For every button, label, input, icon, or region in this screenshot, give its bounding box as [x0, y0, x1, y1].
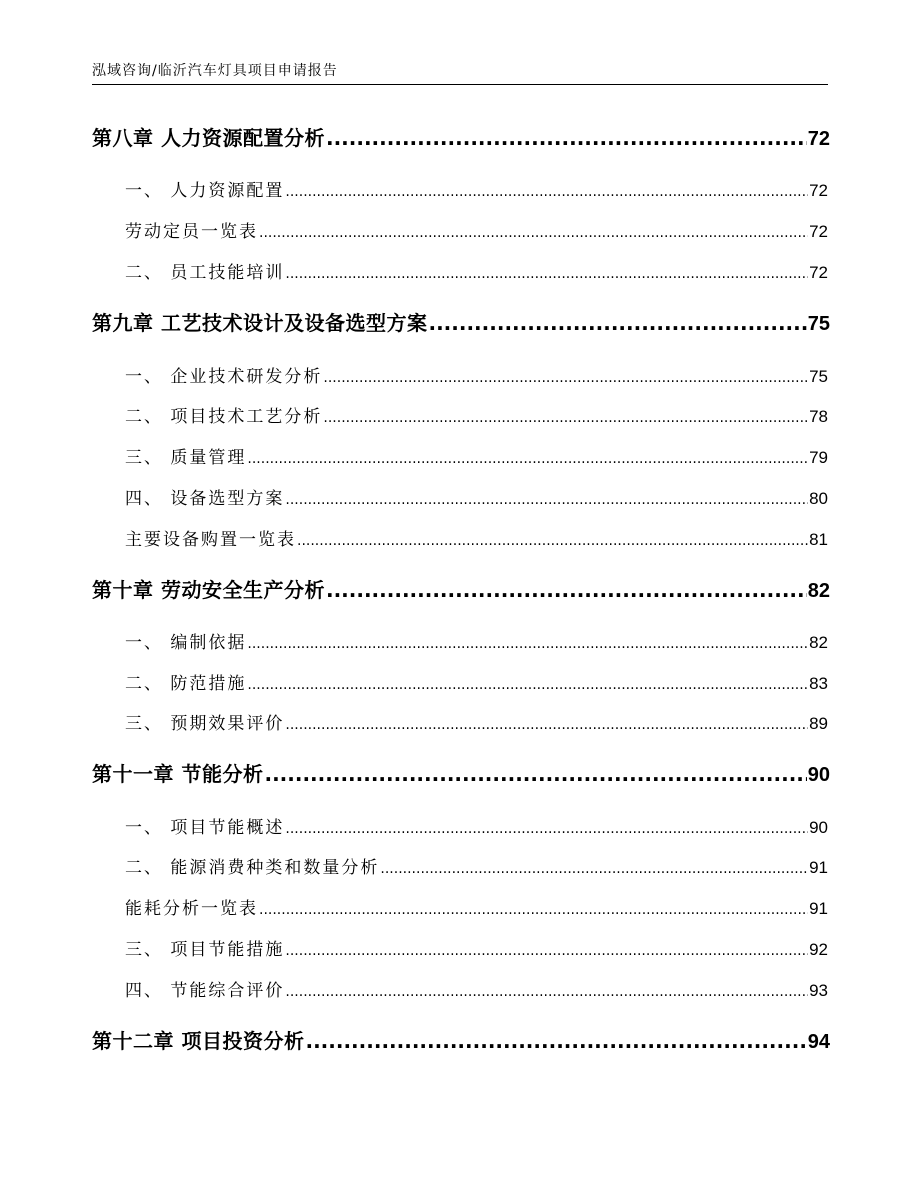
toc-leader-dots — [285, 984, 808, 1000]
toc-page-number: 81 — [809, 530, 828, 549]
toc-leader-dots — [264, 762, 806, 786]
toc-section[interactable] — [125, 935, 828, 960]
toc-page-number: 82 — [809, 633, 828, 652]
toc-entry-title: 主要设备购置一览表 — [125, 530, 296, 550]
toc-page-number: 91 — [809, 858, 828, 877]
toc-section[interactable] — [125, 669, 828, 694]
toc-page-number: 75 — [807, 313, 830, 335]
toc-entry-title: 第十二章 项目投资分析 — [92, 1029, 305, 1053]
toc-section[interactable] — [125, 976, 828, 1001]
toc-section[interactable] — [125, 894, 828, 919]
toc-entry-title: 三、 质量管理 — [125, 448, 247, 468]
toc-leader-dots — [247, 636, 808, 652]
toc-entry-title: 二、 项目技术工艺分析 — [125, 407, 323, 427]
toc-page-number: 90 — [807, 764, 830, 786]
toc-page-number: 90 — [809, 818, 828, 837]
toc-entry-title: 一、 编制依据 — [125, 633, 247, 653]
toc-section[interactable] — [125, 362, 828, 387]
toc-leader-dots — [259, 225, 808, 241]
toc-section[interactable] — [125, 709, 828, 734]
toc-entry-title: 三、 项目节能措施 — [125, 940, 285, 960]
toc-chapter-8[interactable] — [92, 122, 830, 151]
toc-leader-dots — [285, 266, 808, 282]
toc-leader-dots — [259, 902, 808, 918]
toc-entry-title: 四、 设备选型方案 — [125, 489, 285, 509]
toc-page-number: 79 — [809, 448, 828, 467]
toc-leader-dots — [285, 492, 808, 508]
toc-page-number: 82 — [807, 580, 830, 602]
toc-chapter-11[interactable] — [92, 758, 830, 787]
toc-entry-title: 一、 企业技术研发分析 — [125, 367, 323, 387]
toc-page-number: 80 — [809, 489, 828, 508]
toc-entry-title: 第九章 工艺技术设计及设备选型方案 — [92, 311, 428, 335]
toc-section[interactable] — [125, 402, 828, 427]
toc-leader-dots — [305, 1029, 806, 1053]
toc-section[interactable] — [125, 443, 828, 468]
toc-leader-dots — [326, 126, 807, 150]
toc-section[interactable] — [125, 217, 828, 242]
toc-leader-dots — [428, 311, 806, 335]
toc-page-number: 72 — [809, 181, 828, 200]
toc-chapter-12[interactable] — [92, 1025, 830, 1054]
toc-section[interactable] — [125, 176, 828, 201]
toc-entry-title: 第八章 人力资源配置分析 — [92, 126, 325, 150]
toc-page-number: 91 — [809, 899, 828, 918]
toc-page-number: 94 — [807, 1031, 830, 1053]
toc-page-number: 72 — [809, 263, 828, 282]
toc-section[interactable] — [125, 628, 828, 653]
toc-entry-title: 劳动定员一览表 — [125, 222, 258, 242]
toc-section[interactable] — [125, 853, 828, 878]
toc-chapter-10[interactable] — [92, 574, 830, 603]
toc-entry-title: 一、 人力资源配置 — [125, 181, 285, 201]
toc-leader-dots — [247, 677, 808, 693]
toc-page-number: 83 — [809, 674, 828, 693]
toc-leader-dots — [326, 578, 807, 602]
toc-section[interactable] — [125, 258, 828, 283]
toc-page-number: 92 — [809, 940, 828, 959]
toc-page-number: 93 — [809, 981, 828, 1000]
toc-leader-dots — [247, 451, 808, 467]
toc-leader-dots — [380, 861, 808, 877]
toc-leader-dots — [285, 184, 808, 200]
toc-entry-title: 二、 防范措施 — [125, 674, 247, 694]
running-header: 泓域咨询/临沂汽车灯具项目申请报告 — [92, 63, 338, 79]
toc-chapter-9[interactable] — [92, 307, 830, 336]
toc-page-number: 72 — [809, 222, 828, 241]
toc-entry-title: 二、 能源消费种类和数量分析 — [125, 858, 380, 878]
toc-section[interactable] — [125, 813, 828, 838]
header-divider — [92, 84, 828, 85]
toc-page-number: 78 — [809, 407, 828, 426]
toc-entry-title: 第十章 劳动安全生产分析 — [92, 578, 325, 602]
toc-entry-title: 一、 项目节能概述 — [125, 818, 285, 838]
toc-section[interactable] — [125, 525, 828, 550]
toc-page-number: 72 — [807, 128, 830, 150]
toc-leader-dots — [285, 943, 808, 959]
toc-leader-dots — [297, 533, 808, 549]
toc-entry-title: 第十一章 节能分析 — [92, 762, 264, 786]
toc-leader-dots — [285, 821, 808, 837]
toc-page-number: 89 — [809, 714, 828, 733]
toc-leader-dots — [285, 717, 808, 733]
toc-leader-dots — [323, 370, 808, 386]
toc-page-number: 75 — [809, 367, 828, 386]
toc-section[interactable] — [125, 484, 828, 509]
toc-entry-title: 三、 预期效果评价 — [125, 714, 285, 734]
toc-entry-title: 二、 员工技能培训 — [125, 263, 285, 283]
toc-entry-title: 能耗分析一览表 — [125, 899, 258, 919]
toc-entry-title: 四、 节能综合评价 — [125, 981, 285, 1001]
toc-leader-dots — [323, 410, 808, 426]
